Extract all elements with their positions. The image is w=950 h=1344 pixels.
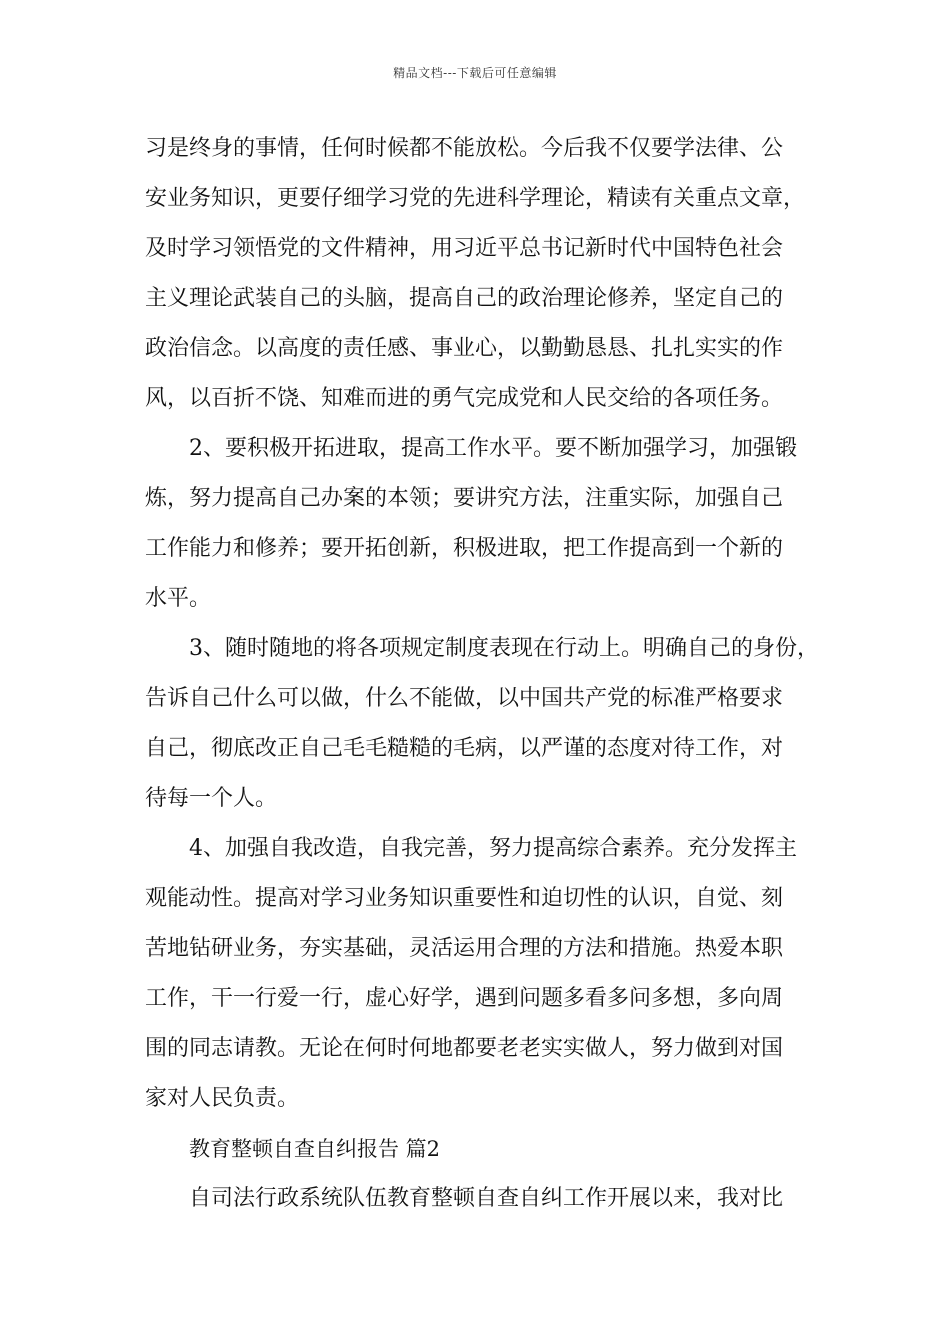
text-line: 政治信念。以高度的责任感、事业心，以勤勤恳恳、扎扎实实的作 (145, 336, 784, 361)
text-line: 工作能力和修养；要开拓创新，积极进取，把工作提高到一个新的 (145, 536, 784, 561)
text-line: 家对人民负责。 (145, 1086, 300, 1111)
paragraph-item-4 (145, 824, 813, 1124)
paragraph-section-2-intro (145, 1174, 813, 1224)
document-body (145, 124, 819, 1224)
text-line: 安业务知识，更要仔细学习党的先进科学理论，精读有关重点文章， (145, 186, 806, 211)
text-line: 自己，彻底改正自己毛毛糙糙的毛病，以严谨的态度对待工作，对 (145, 736, 784, 761)
page-header-watermark: 精品文档---下载后可任意编辑 (393, 66, 557, 80)
text-line: 告诉自己什么可以做，什么不能做，以中国共产党的标准严格要求 (145, 686, 784, 711)
text-line: 及时学习领悟党的文件精神，用习近平总书记新时代中国特色社会 (145, 236, 784, 261)
text-line: 自司法行政系统队伍教育整顿自查自纠工作开展以来，我对比 (189, 1186, 784, 1211)
paragraph-item-3 (145, 624, 819, 824)
paragraph-item-2 (145, 424, 813, 624)
text-line: 水平。 (145, 586, 212, 611)
text-line: 习是终身的事情，任何时候都不能放松。今后我不仅要学法律、公 (145, 136, 784, 161)
section-heading: 教育整顿自查自纠报告 篇2 (189, 1137, 441, 1161)
text-line: 围的同志请教。无论在何时何地都要老老实实做人，努力做到对国 (145, 1036, 784, 1061)
text-line: 待每一个人。 (145, 786, 278, 811)
text-line: 观能动性。提高对学习业务知识重要性和迫切性的认识，自觉、刻 (145, 886, 784, 911)
text-line: 炼，努力提高自己办案的本领；要讲究方法，注重实际，加强自己 (145, 486, 784, 511)
text-line: 苦地钻研业务，夯实基础，灵活运用合理的方法和措施。热爱本职 (145, 936, 784, 961)
text-line: 4、加强自我改造，自我完善，努力提高综合素养。充分发挥主 (189, 836, 797, 861)
text-line: 风，以百折不饶、知难而进的勇气完成党和人民交给的各项任务。 (145, 386, 784, 411)
text-line: 主义理论武装自己的头脑，提高自己的政治理论修养，坚定自己的 (145, 286, 784, 311)
text-line: 2、要积极开拓进取，提高工作水平。要不断加强学习，加强锻 (189, 436, 797, 461)
text-line: 3、随时随地的将各项规定制度表现在行动上。明确自己的身份， (189, 636, 819, 661)
paragraph-continuation (145, 124, 813, 424)
text-line: 工作，干一行爱一行，虚心好学，遇到问题多看多问多想，多向周 (145, 986, 784, 1011)
